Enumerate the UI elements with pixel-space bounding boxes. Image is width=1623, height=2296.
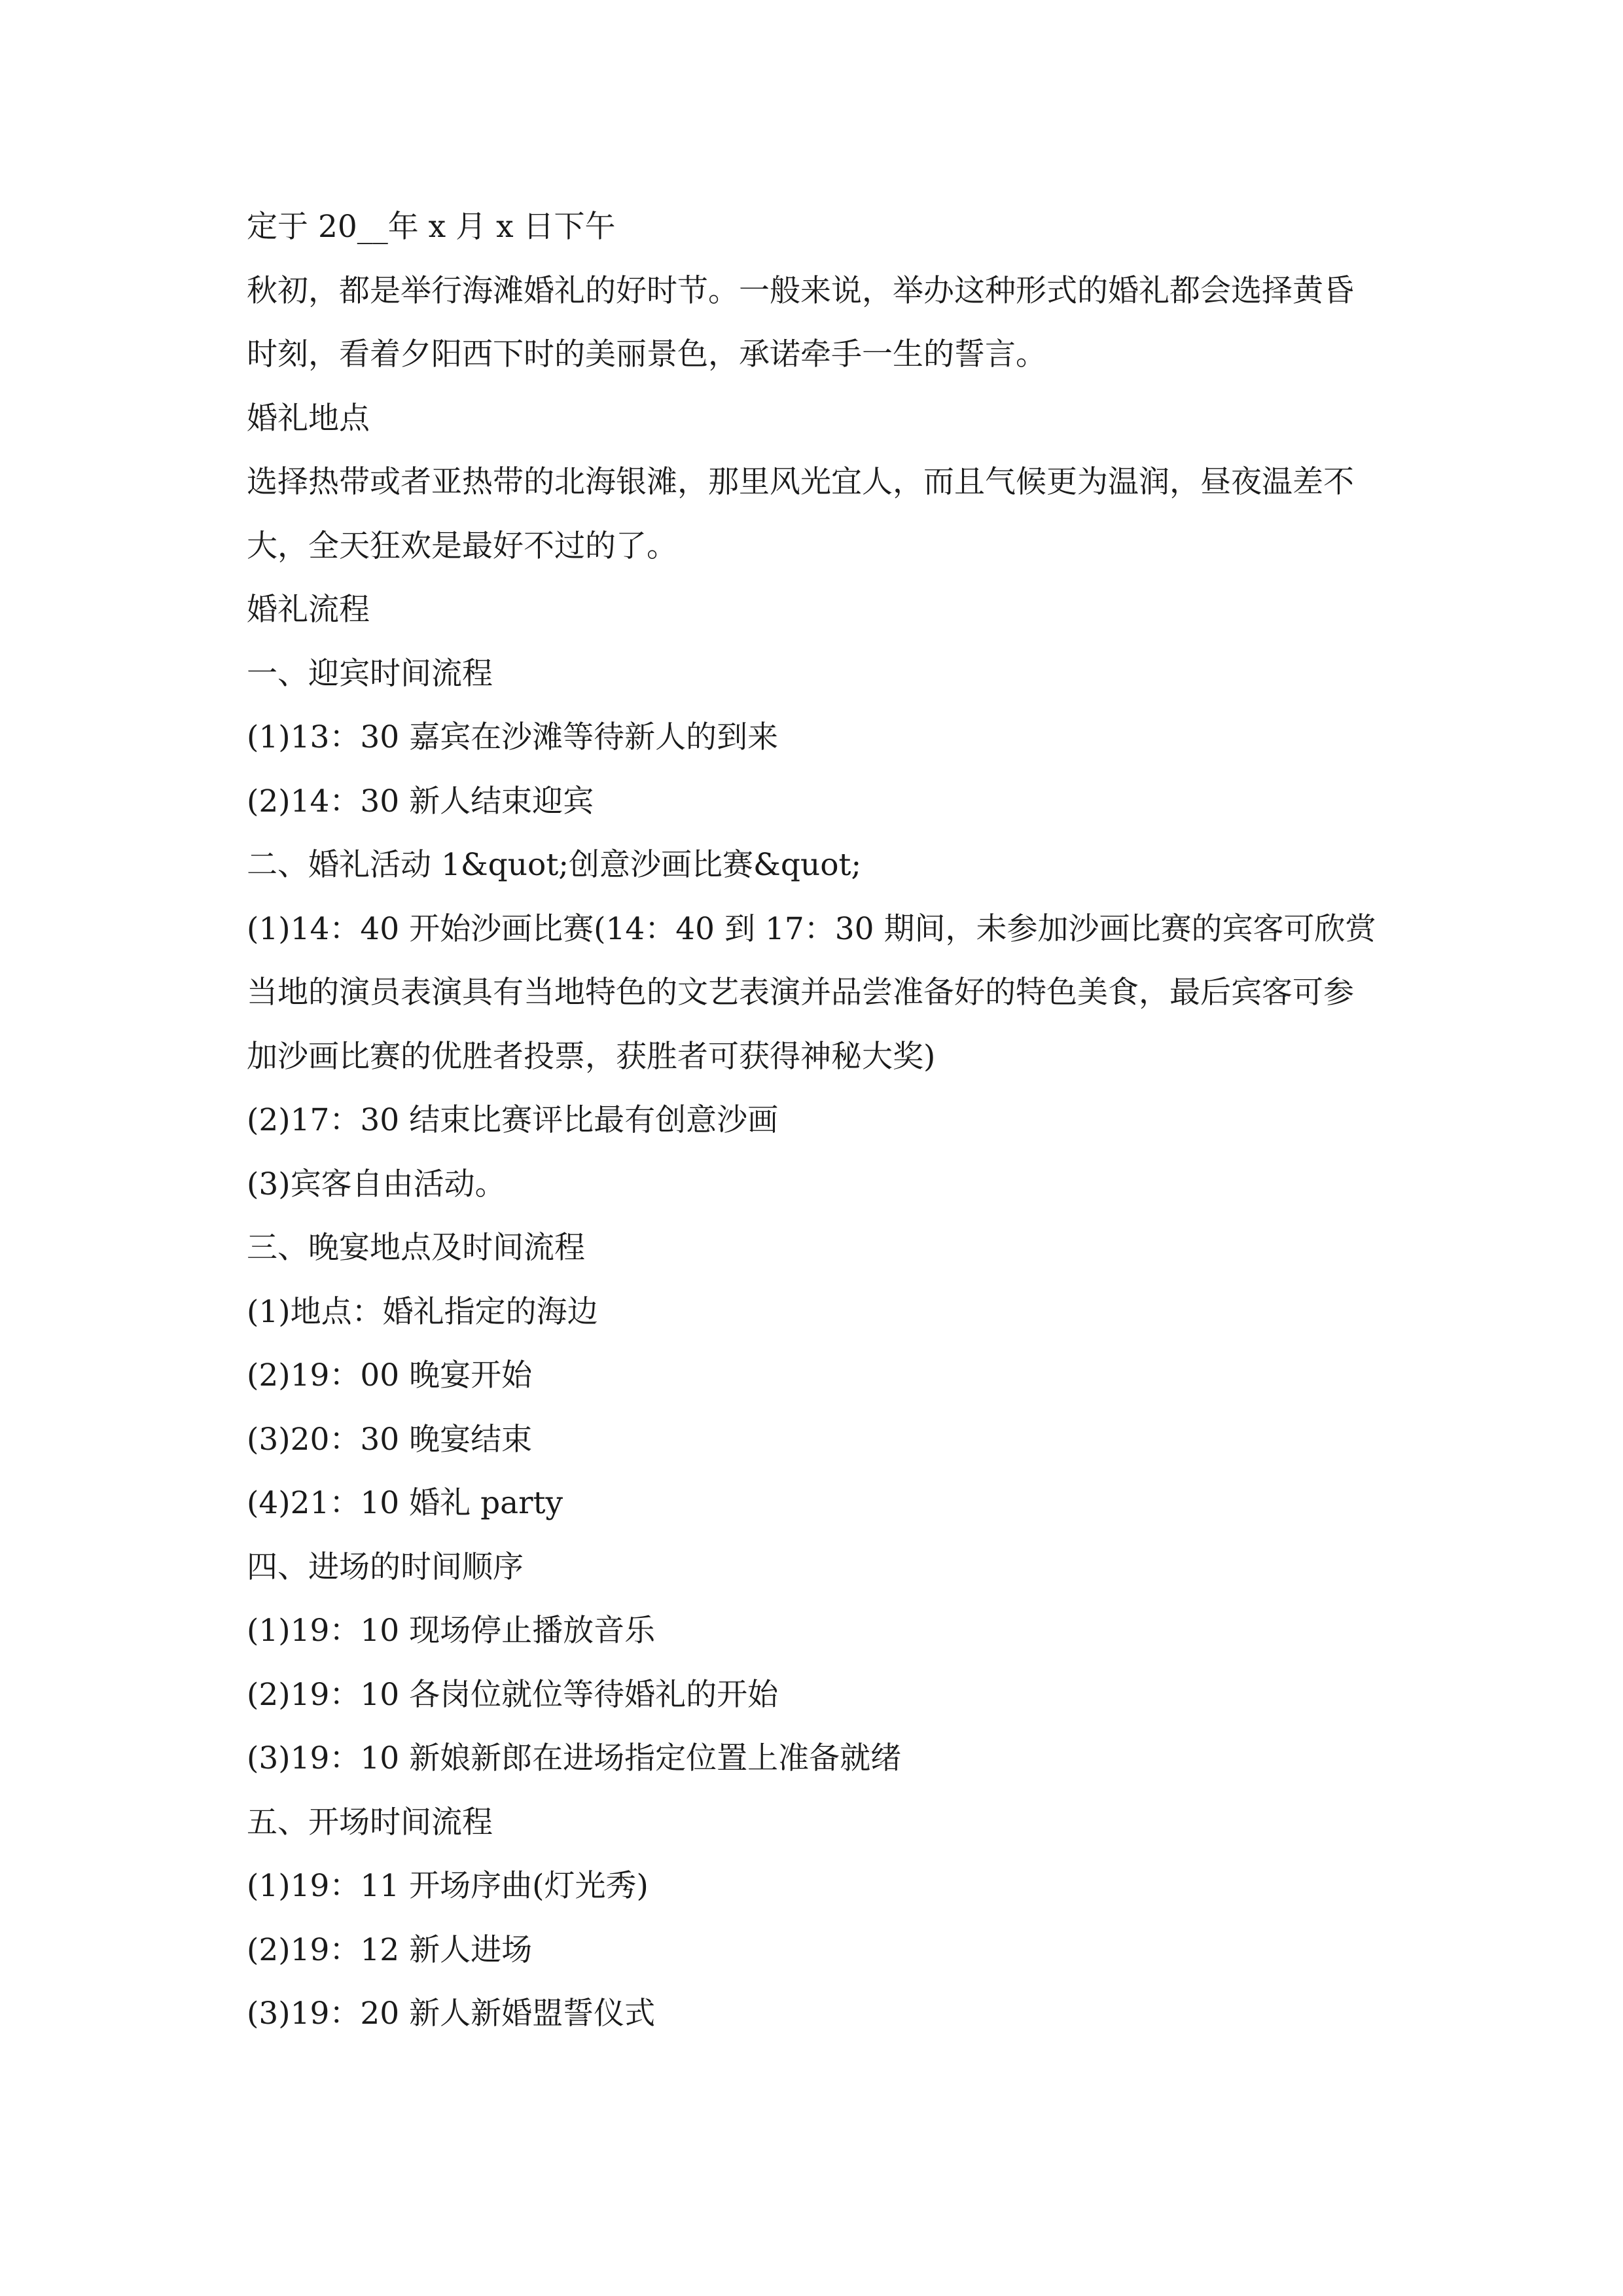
list-item: (2)17：30 结束比赛评比最有创意沙画 [247,1102,779,1138]
section-heading-3: 三、晚宴地点及时间流程 [247,1230,585,1266]
list-item: (1)19：10 现场停止播放音乐 [247,1613,656,1649]
list-item: (3)19：20 新人新婚盟誓仪式 [247,1996,656,2032]
paragraph-location: 选择热带或者亚热带的北海银滩，那里风光宜人，而且气候更为温润，昼夜温差不大，全天狂欢是最好不过的了。 [247,464,1354,564]
list-item: (2)19：10 各岗位就位等待婚礼的开始 [247,1676,779,1713]
section-heading-5: 五、开场时间流程 [247,1804,493,1840]
section-heading-1: 一、迎宾时间流程 [247,655,493,692]
paragraph-date: 定于 20__年 x 月 x 日下午 [247,209,616,245]
list-item: (3)19：10 新娘新郎在进场指定位置上准备就绪 [247,1740,902,1776]
list-item: (2)19：00 晚宴开始 [247,1357,533,1393]
paragraph-intro: 秋初，都是举行海滩婚礼的好时节。一般来说，举办这种形式的婚礼都会选择黄昏时刻，看着夕阳西下时的美丽景色，承诺牵手一生的誓言。 [247,272,1354,372]
document-body [247,195,1379,2046]
heading-location: 婚礼地点 [247,400,370,437]
list-item: (2)14：30 新人结束迎宾 [247,783,594,819]
list-item: (1)13：30 嘉宾在沙滩等待新人的到来 [247,719,779,755]
list-item: (3)20：30 晚宴结束 [247,1421,533,1458]
list-item: (1)19：11 开场序曲(灯光秀) [247,1868,649,1904]
section-heading-4: 四、进场的时间顺序 [247,1549,524,1585]
list-item: (1)14：40 开始沙画比赛(14：40 到 17：30 期间，未参加沙画比赛的宾客可欣赏当地的演员表演具有当地特色的文艺表演并品尝准备好的特色美食，最后宾客可参加沙画比赛的优胜者投票，获胜者可获得神秘大奖) [247,910,1376,1075]
list-item: (4)21：10 婚礼 party [247,1485,563,1521]
heading-process: 婚礼流程 [247,592,370,628]
list-item: (3)宾客自由活动。 [247,1166,506,1202]
section-heading-2: 二、婚礼活动 1&quot;创意沙画比赛&quot; [247,847,862,883]
list-item: (1)地点：婚礼指定的海边 [247,1293,598,1330]
list-item: (2)19：12 新人进场 [247,1931,533,1968]
